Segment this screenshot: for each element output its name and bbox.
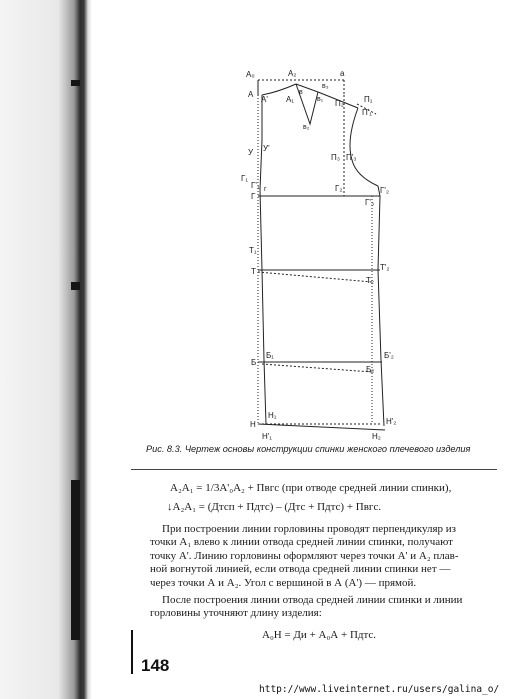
text-line: через точки А и А₂. Угол с вершиной в А (А') — прямой. (150, 576, 417, 589)
label-B1: Б₁ (266, 351, 274, 360)
label-H2: Н₂ (372, 432, 381, 441)
hip-curve-guide (262, 364, 375, 374)
waist-curve-guide (258, 272, 372, 282)
label-G1-prime: Г'₁ (251, 181, 260, 190)
label-P3-prime: П'₃ (346, 153, 357, 162)
label-H: Н (250, 420, 256, 429)
label-H1: Н₁ (268, 411, 277, 420)
label-B2: Б₂ (366, 365, 375, 374)
label-A: А (248, 90, 254, 99)
page-number: 148 (141, 656, 170, 675)
text-line: точку А'. Линию горловины оформляют через точки А' и А₂ плав- (150, 549, 459, 562)
label-P1-prime: П'₁ (362, 108, 372, 117)
label-A2-top: А₂ (288, 69, 297, 78)
label-B2-prime: Б'₂ (384, 351, 394, 360)
label-P1: П₁ (364, 95, 373, 104)
formula-2: ↓А₂А₁ = (Дтсп + Пдтс) – (Дтс + Пдтс) + Пвгс. (167, 501, 382, 513)
label-U: У (248, 148, 254, 157)
label-G1: Г₁ (241, 174, 249, 183)
label-H1-prime: Н'₁ (262, 432, 273, 441)
label-g: г (264, 186, 267, 193)
label-v3: в₃ (322, 83, 329, 90)
label-B: Б (251, 358, 257, 367)
hem-line (258, 424, 385, 430)
paragraph-neckline (150, 523, 502, 590)
label-G3-prime: Г'₃ (365, 198, 375, 207)
label-v1: в₁ (317, 96, 324, 103)
armhole-curve (350, 108, 378, 186)
text-line: При построении линии горловины проводят перпендикуляр из (162, 523, 457, 535)
text-line: горловины уточняют длину изделия: (150, 607, 322, 620)
paragraph-length (150, 594, 502, 621)
label-P2: П₂ (335, 99, 344, 108)
label-T2: Т₂ (366, 276, 374, 285)
label-v: в (299, 89, 303, 96)
text-line: точки А₁ влево к линии отвода средней линии спинки, получают (150, 536, 453, 549)
neckline-curve (262, 84, 296, 95)
label-T1: Т₁ (249, 246, 257, 255)
label-T: Т (251, 267, 256, 276)
page-number-bar (131, 630, 133, 674)
formula-3: А₀Н = Ди + А₀А + Пдтс. (262, 629, 377, 641)
formula-1: А₂А₁ = 1/3А'₀А₂ + Пвгс (при отводе средней линии спинки), (170, 482, 452, 494)
label-G: Г (251, 192, 256, 201)
label-H2-prime: Н'₂ (386, 417, 397, 426)
label-T2-prime: Т'₂ (380, 263, 390, 272)
label-a-top: а (340, 69, 345, 78)
caption-divider (131, 469, 497, 470)
label-A-prime: А' (261, 95, 268, 104)
label-U-prime: У' (263, 144, 270, 153)
label-A0: А₀ (246, 70, 255, 79)
text-line: ной вогнутой линией, если отвода средней линии спинки нет — (150, 563, 451, 576)
text-line: После построения линии отвода средней линии спинки и линии (162, 594, 463, 606)
label-v2: в₂ (303, 124, 310, 131)
figure-caption: Рис. 8.3. Чертеж основы конструкции спинки женского плечевого изделия (146, 444, 471, 454)
label-G2: Г₂ (335, 184, 343, 193)
source-url[interactable]: http://www.liveinternet.ru/users/galina_o/ (259, 684, 500, 695)
side-seam (378, 186, 384, 426)
label-G2-prime: Г'₂ (380, 186, 389, 195)
label-A1: А₁ (286, 95, 295, 104)
label-P3: П₃ (331, 153, 341, 162)
